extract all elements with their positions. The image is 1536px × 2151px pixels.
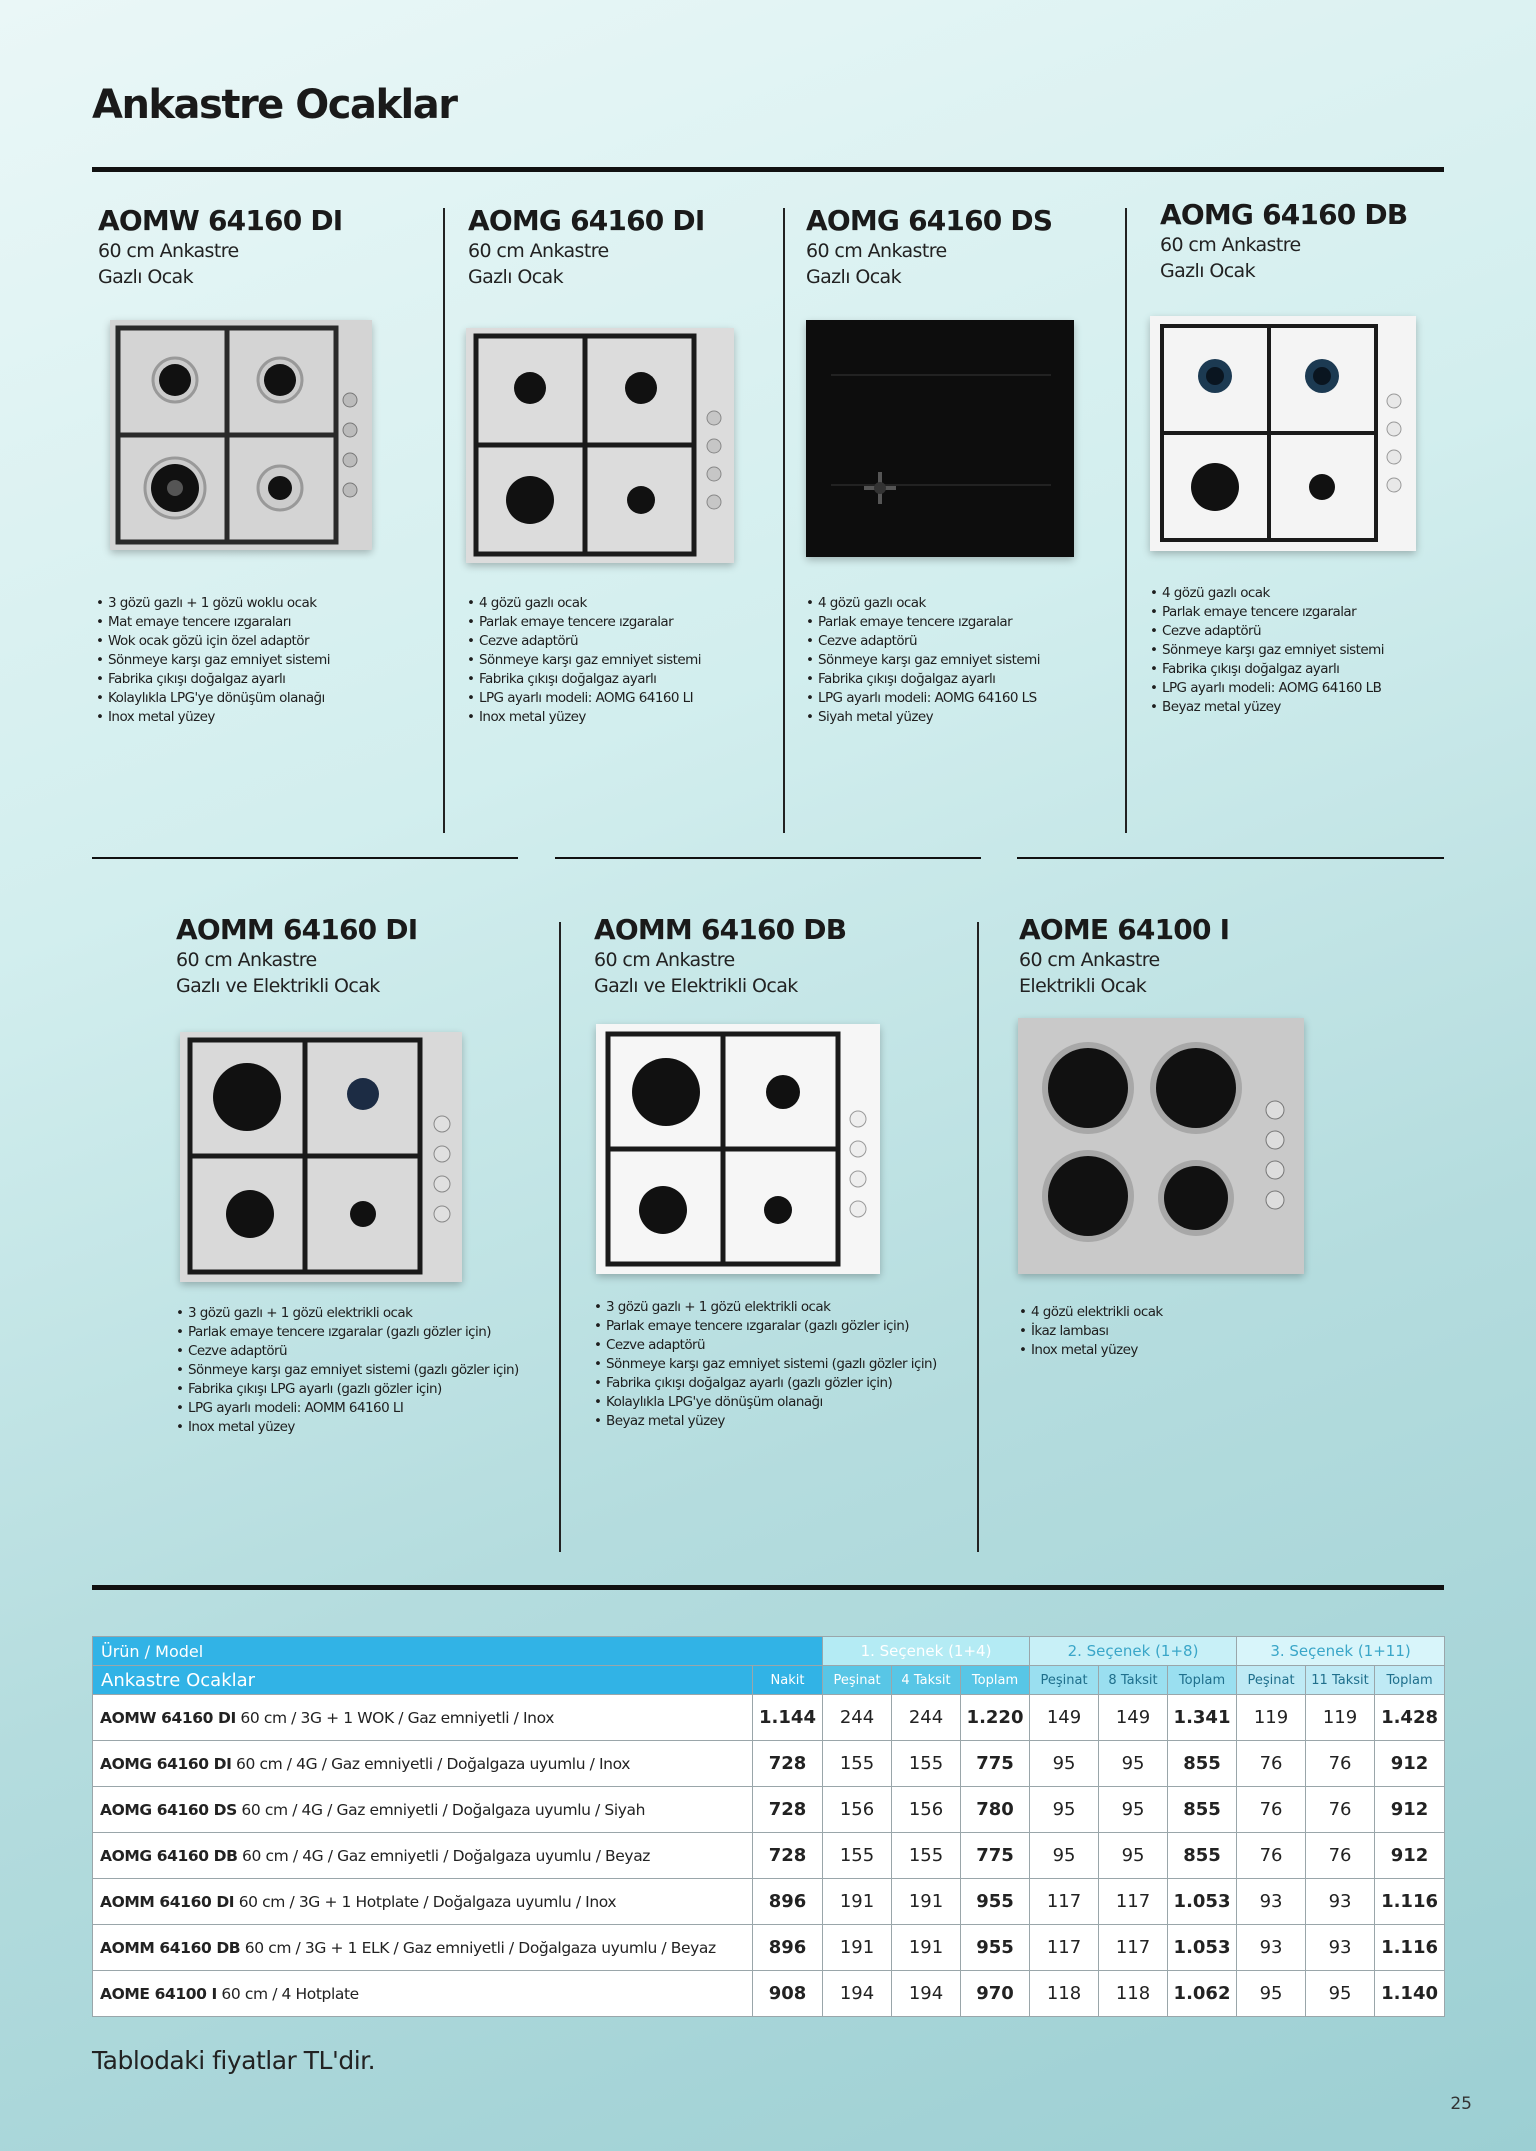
- product-card: [176, 913, 496, 999]
- price-nakit: 896: [753, 1925, 823, 1971]
- price-o1-taksit: 155: [892, 1741, 961, 1787]
- price-o3-taksit: 119: [1306, 1695, 1375, 1741]
- price-o2-taksit: 95: [1099, 1741, 1168, 1787]
- product-image: [1150, 316, 1416, 551]
- price-o1-pesinat: 244: [823, 1695, 892, 1741]
- product-cell: [93, 1695, 753, 1741]
- product-line2: Gazlı Ocak: [1160, 260, 1255, 282]
- row-model: AOMM 64160 DI: [100, 1892, 235, 1911]
- product-line2: Gazlı Ocak: [468, 266, 563, 288]
- list-item: • Cezve adaptörü: [467, 632, 701, 651]
- list-item: • Inox metal yüzey: [467, 708, 701, 727]
- product-image: [110, 320, 372, 550]
- price-o1-pesinat: 155: [823, 1741, 892, 1787]
- table-row: [93, 1695, 1445, 1741]
- list-item: • 3 gözü gazlı + 1 gözü elektrikli ocak: [176, 1304, 519, 1323]
- product-model-header: Ürün / Model: [93, 1637, 823, 1666]
- product-cell: [93, 1925, 753, 1971]
- table-row: [93, 1741, 1445, 1787]
- product-card: [806, 204, 1126, 290]
- toplam-header: Toplam: [961, 1666, 1030, 1695]
- list-item: • LPG ayarlı modeli: AOMG 64160 LB: [1150, 679, 1384, 698]
- list-item: • Parlak emaye tencere ızgaralar: [806, 613, 1040, 632]
- price-o2-taksit: 149: [1099, 1695, 1168, 1741]
- list-item: • Fabrika çıkışı doğalgaz ayarlı: [806, 670, 1040, 689]
- row-description: 60 cm / 3G + 1 ELK / Gaz emniyetli / Doğalgaza uyumlu / Beyaz: [240, 1938, 716, 1957]
- price-o1-pesinat: 191: [823, 1925, 892, 1971]
- product-model: AOMM 64160 DI: [176, 913, 418, 946]
- product-card: [1019, 913, 1339, 999]
- list-item: • Siyah metal yüzey: [806, 708, 1040, 727]
- section-rule: [1017, 857, 1444, 859]
- row-description: 60 cm / 4G / Gaz emniyetli / Doğalgaza uyumlu / Inox: [231, 1754, 630, 1773]
- feature-list: [1019, 1303, 1163, 1360]
- price-o1-pesinat: 194: [823, 1971, 892, 2017]
- row-description: 60 cm / 3G + 1 Hotplate / Doğalgaza uyumlu / Inox: [234, 1892, 617, 1911]
- price-o1-toplam: 955: [961, 1925, 1030, 1971]
- list-item: • Beyaz metal yüzey: [1150, 698, 1384, 717]
- page-number: 25: [1450, 2094, 1472, 2114]
- feature-list: [1150, 584, 1384, 717]
- list-item: • Sönmeye karşı gaz emniyet sistemi: [467, 651, 701, 670]
- price-nakit: 728: [753, 1787, 823, 1833]
- price-o1-pesinat: 191: [823, 1879, 892, 1925]
- price-o2-taksit: 118: [1099, 1971, 1168, 2017]
- list-item: • Parlak emaye tencere ızgaralar (gazlı gözler için): [176, 1323, 519, 1342]
- price-o3-pesinat: 119: [1237, 1695, 1306, 1741]
- column-divider: [1125, 208, 1127, 833]
- column-divider: [977, 922, 979, 1552]
- row-model: AOME 64100 I: [100, 1984, 217, 2003]
- list-item: • Fabrika çıkışı doğalgaz ayarlı: [1150, 660, 1384, 679]
- column-divider: [783, 208, 785, 833]
- table-top-rule: [92, 1585, 1444, 1590]
- toplam-header: Toplam: [1168, 1666, 1237, 1695]
- list-item: • Cezve adaptörü: [806, 632, 1040, 651]
- list-item: • Beyaz metal yüzey: [594, 1412, 937, 1431]
- section-rule: [555, 857, 981, 859]
- list-item: • Inox metal yüzey: [96, 708, 330, 727]
- list-item: • 3 gözü gazlı + 1 gözü elektrikli ocak: [594, 1298, 937, 1317]
- product-model: AOME 64100 I: [1019, 913, 1230, 946]
- section-rule: [92, 857, 518, 859]
- list-item: • LPG ayarlı modeli: AOMG 64160 LI: [467, 689, 701, 708]
- list-item: • Parlak emaye tencere ızgaralar (gazlı gözler için): [594, 1317, 937, 1336]
- list-item: • Kolaylıkla LPG'ye dönüşüm olanağı: [96, 689, 330, 708]
- product-model: AOMG 64160 DS: [806, 204, 1053, 237]
- price-o3-toplam: 1.140: [1375, 1971, 1445, 2017]
- product-line1: 60 cm Ankastre: [594, 949, 735, 971]
- product-cell: [93, 1741, 753, 1787]
- price-o1-taksit: 194: [892, 1971, 961, 2017]
- product-line1: 60 cm Ankastre: [468, 240, 609, 262]
- list-item: • Cezve adaptörü: [594, 1336, 937, 1355]
- product-image: [180, 1032, 462, 1282]
- price-o3-pesinat: 95: [1237, 1971, 1306, 2017]
- row-model: AOMM 64160 DB: [100, 1938, 241, 1957]
- price-o1-pesinat: 156: [823, 1787, 892, 1833]
- row-model: AOMG 64160 DB: [100, 1846, 238, 1865]
- price-o2-taksit: 95: [1099, 1833, 1168, 1879]
- product-cell: [93, 1833, 753, 1879]
- list-item: • Sönmeye karşı gaz emniyet sistemi: [96, 651, 330, 670]
- list-item: • İkaz lambası: [1019, 1322, 1163, 1341]
- price-o2-taksit: 95: [1099, 1787, 1168, 1833]
- price-o2-pesinat: 118: [1030, 1971, 1099, 2017]
- list-item: • Cezve adaptörü: [1150, 622, 1384, 641]
- product-line2: Gazlı Ocak: [98, 266, 193, 288]
- price-o2-toplam: 855: [1168, 1833, 1237, 1879]
- price-nakit: 1.144: [753, 1695, 823, 1741]
- option3-header: 3. Seçenek (1+11): [1237, 1637, 1445, 1666]
- list-item: • LPG ayarlı modeli: AOMG 64160 LS: [806, 689, 1040, 708]
- price-o3-taksit: 93: [1306, 1925, 1375, 1971]
- product-cell: [93, 1971, 753, 2017]
- feature-list: [594, 1298, 937, 1431]
- list-item: • Mat emaye tencere ızgaraları: [96, 613, 330, 632]
- list-item: • Sönmeye karşı gaz emniyet sistemi (gazlı gözler için): [594, 1355, 937, 1374]
- price-o3-toplam: 912: [1375, 1787, 1445, 1833]
- table-row: [93, 1971, 1445, 2017]
- price-o1-taksit: 155: [892, 1833, 961, 1879]
- list-item: • Sönmeye karşı gaz emniyet sistemi (gazlı gözler için): [176, 1361, 519, 1380]
- price-o2-pesinat: 95: [1030, 1787, 1099, 1833]
- price-o2-toplam: 1.062: [1168, 1971, 1237, 2017]
- product-model: AOMM 64160 DB: [594, 913, 847, 946]
- list-item: • Parlak emaye tencere ızgaralar: [467, 613, 701, 632]
- product-model: AOMG 64160 DB: [1160, 198, 1408, 231]
- feature-list: [176, 1304, 519, 1437]
- product-card: [98, 204, 418, 290]
- product-line1: 60 cm Ankastre: [1019, 949, 1160, 971]
- table-row: [93, 1833, 1445, 1879]
- list-item: • 4 gözü gazlı ocak: [806, 594, 1040, 613]
- product-card: [594, 913, 914, 999]
- price-o3-taksit: 76: [1306, 1741, 1375, 1787]
- product-line2: Gazlı ve Elektrikli Ocak: [594, 975, 798, 997]
- feature-list: [806, 594, 1040, 727]
- row-description: 60 cm / 4G / Gaz emniyetli / Doğalgaza uyumlu / Beyaz: [237, 1846, 651, 1865]
- pesinat-header: Peşinat: [1030, 1666, 1099, 1695]
- price-o3-toplam: 912: [1375, 1833, 1445, 1879]
- product-card: [468, 204, 788, 290]
- price-o2-taksit: 117: [1099, 1925, 1168, 1971]
- table-row: [93, 1879, 1445, 1925]
- list-item: • Fabrika çıkışı doğalgaz ayarlı: [467, 670, 701, 689]
- row-description: 60 cm / 4 Hotplate: [216, 1984, 359, 2003]
- row-model: AOMW 64160 DI: [100, 1708, 236, 1727]
- table-row: [93, 1787, 1445, 1833]
- product-line2: Gazlı Ocak: [806, 266, 901, 288]
- list-item: • 4 gözü gazlı ocak: [467, 594, 701, 613]
- price-o1-toplam: 970: [961, 1971, 1030, 2017]
- product-model: AOMG 64160 DI: [468, 204, 705, 237]
- product-image: [1018, 1018, 1304, 1274]
- product-line2: Gazlı ve Elektrikli Ocak: [176, 975, 380, 997]
- product-cell: [93, 1879, 753, 1925]
- column-divider: [443, 208, 445, 833]
- price-o3-taksit: 76: [1306, 1787, 1375, 1833]
- price-o2-pesinat: 149: [1030, 1695, 1099, 1741]
- product-image: [466, 328, 734, 563]
- list-item: • Sönmeye karşı gaz emniyet sistemi: [1150, 641, 1384, 660]
- row-model: AOMG 64160 DS: [100, 1800, 237, 1819]
- product-image: [596, 1024, 880, 1274]
- product-card: [1160, 198, 1480, 284]
- list-item: • Cezve adaptörü: [176, 1342, 519, 1361]
- price-o3-taksit: 95: [1306, 1971, 1375, 2017]
- feature-list: [467, 594, 701, 727]
- nakit-header: Nakit: [753, 1666, 823, 1695]
- price-o3-toplam: 1.116: [1375, 1925, 1445, 1971]
- product-image: [806, 320, 1074, 557]
- pesinat-header: Peşinat: [823, 1666, 892, 1695]
- list-item: • 3 gözü gazlı + 1 gözü woklu ocak: [96, 594, 330, 613]
- price-footnote: Tablodaki fiyatlar TL'dir.: [92, 2046, 376, 2075]
- list-item: • Fabrika çıkışı doğalgaz ayarlı (gazlı gözler için): [594, 1374, 937, 1393]
- price-o3-toplam: 1.116: [1375, 1879, 1445, 1925]
- price-o3-pesinat: 93: [1237, 1925, 1306, 1971]
- product-line2: Elektrikli Ocak: [1019, 975, 1147, 997]
- price-o1-taksit: 191: [892, 1925, 961, 1971]
- price-o1-pesinat: 155: [823, 1833, 892, 1879]
- price-o3-toplam: 912: [1375, 1741, 1445, 1787]
- price-o2-pesinat: 95: [1030, 1833, 1099, 1879]
- price-o2-pesinat: 95: [1030, 1741, 1099, 1787]
- price-nakit: 728: [753, 1833, 823, 1879]
- list-item: • Kolaylıkla LPG'ye dönüşüm olanağı: [594, 1393, 937, 1412]
- list-item: • Fabrika çıkışı doğalgaz ayarlı: [96, 670, 330, 689]
- product-line1: 60 cm Ankastre: [806, 240, 947, 262]
- column-divider: [559, 922, 561, 1552]
- product-line1: 60 cm Ankastre: [98, 240, 239, 262]
- list-item: • Parlak emaye tencere ızgaralar: [1150, 603, 1384, 622]
- list-item: • LPG ayarlı modeli: AOMM 64160 LI: [176, 1399, 519, 1418]
- product-model: AOMW 64160 DI: [98, 204, 343, 237]
- price-o2-toplam: 1.341: [1168, 1695, 1237, 1741]
- price-table: [92, 1636, 1445, 2017]
- price-o3-taksit: 93: [1306, 1879, 1375, 1925]
- price-o1-toplam: 775: [961, 1741, 1030, 1787]
- list-item: • Inox metal yüzey: [176, 1418, 519, 1437]
- list-item: • Wok ocak gözü için özel adaptör: [96, 632, 330, 651]
- list-item: • Sönmeye karşı gaz emniyet sistemi: [806, 651, 1040, 670]
- table-row: [93, 1925, 1445, 1971]
- price-o1-toplam: 955: [961, 1879, 1030, 1925]
- price-o3-taksit: 76: [1306, 1833, 1375, 1879]
- price-o3-pesinat: 76: [1237, 1787, 1306, 1833]
- price-o2-toplam: 1.053: [1168, 1879, 1237, 1925]
- price-o2-taksit: 117: [1099, 1879, 1168, 1925]
- option1-header: 1. Seçenek (1+4): [823, 1637, 1030, 1666]
- price-o1-taksit: 156: [892, 1787, 961, 1833]
- price-o3-pesinat: 93: [1237, 1879, 1306, 1925]
- row-model: AOMG 64160 DI: [100, 1754, 232, 1773]
- price-o3-pesinat: 76: [1237, 1833, 1306, 1879]
- price-o1-taksit: 244: [892, 1695, 961, 1741]
- price-o1-toplam: 1.220: [961, 1695, 1030, 1741]
- row-description: 60 cm / 4G / Gaz emniyetli / Doğalgaza uyumlu / Siyah: [236, 1800, 646, 1819]
- list-item: • Inox metal yüzey: [1019, 1341, 1163, 1360]
- taksit-header: 8 Taksit: [1099, 1666, 1168, 1695]
- taksit-header: 4 Taksit: [892, 1666, 961, 1695]
- option2-header: 2. Seçenek (1+8): [1030, 1637, 1237, 1666]
- price-o1-toplam: 780: [961, 1787, 1030, 1833]
- price-o2-pesinat: 117: [1030, 1925, 1099, 1971]
- list-item: • 4 gözü elektrikli ocak: [1019, 1303, 1163, 1322]
- price-o3-toplam: 1.428: [1375, 1695, 1445, 1741]
- price-nakit: 896: [753, 1879, 823, 1925]
- price-o2-toplam: 855: [1168, 1787, 1237, 1833]
- category-header: Ankastre Ocaklar: [93, 1666, 753, 1695]
- price-nakit: 908: [753, 1971, 823, 2017]
- price-nakit: 728: [753, 1741, 823, 1787]
- list-item: • 4 gözü gazlı ocak: [1150, 584, 1384, 603]
- row-description: 60 cm / 3G + 1 WOK / Gaz emniyetli / Inox: [235, 1708, 554, 1727]
- product-cell: [93, 1787, 753, 1833]
- page-title: Ankastre Ocaklar: [92, 82, 457, 128]
- product-line1: 60 cm Ankastre: [1160, 234, 1301, 256]
- taksit-header: 11 Taksit: [1306, 1666, 1375, 1695]
- price-o2-pesinat: 117: [1030, 1879, 1099, 1925]
- price-o2-toplam: 855: [1168, 1741, 1237, 1787]
- pesinat-header: Peşinat: [1237, 1666, 1306, 1695]
- price-o1-taksit: 191: [892, 1879, 961, 1925]
- product-line1: 60 cm Ankastre: [176, 949, 317, 971]
- top-rule: [92, 167, 1444, 172]
- toplam-header: Toplam: [1375, 1666, 1445, 1695]
- list-item: • Fabrika çıkışı LPG ayarlı (gazlı gözler için): [176, 1380, 519, 1399]
- price-o2-toplam: 1.053: [1168, 1925, 1237, 1971]
- feature-list: [96, 594, 330, 727]
- price-o3-pesinat: 76: [1237, 1741, 1306, 1787]
- price-o1-toplam: 775: [961, 1833, 1030, 1879]
